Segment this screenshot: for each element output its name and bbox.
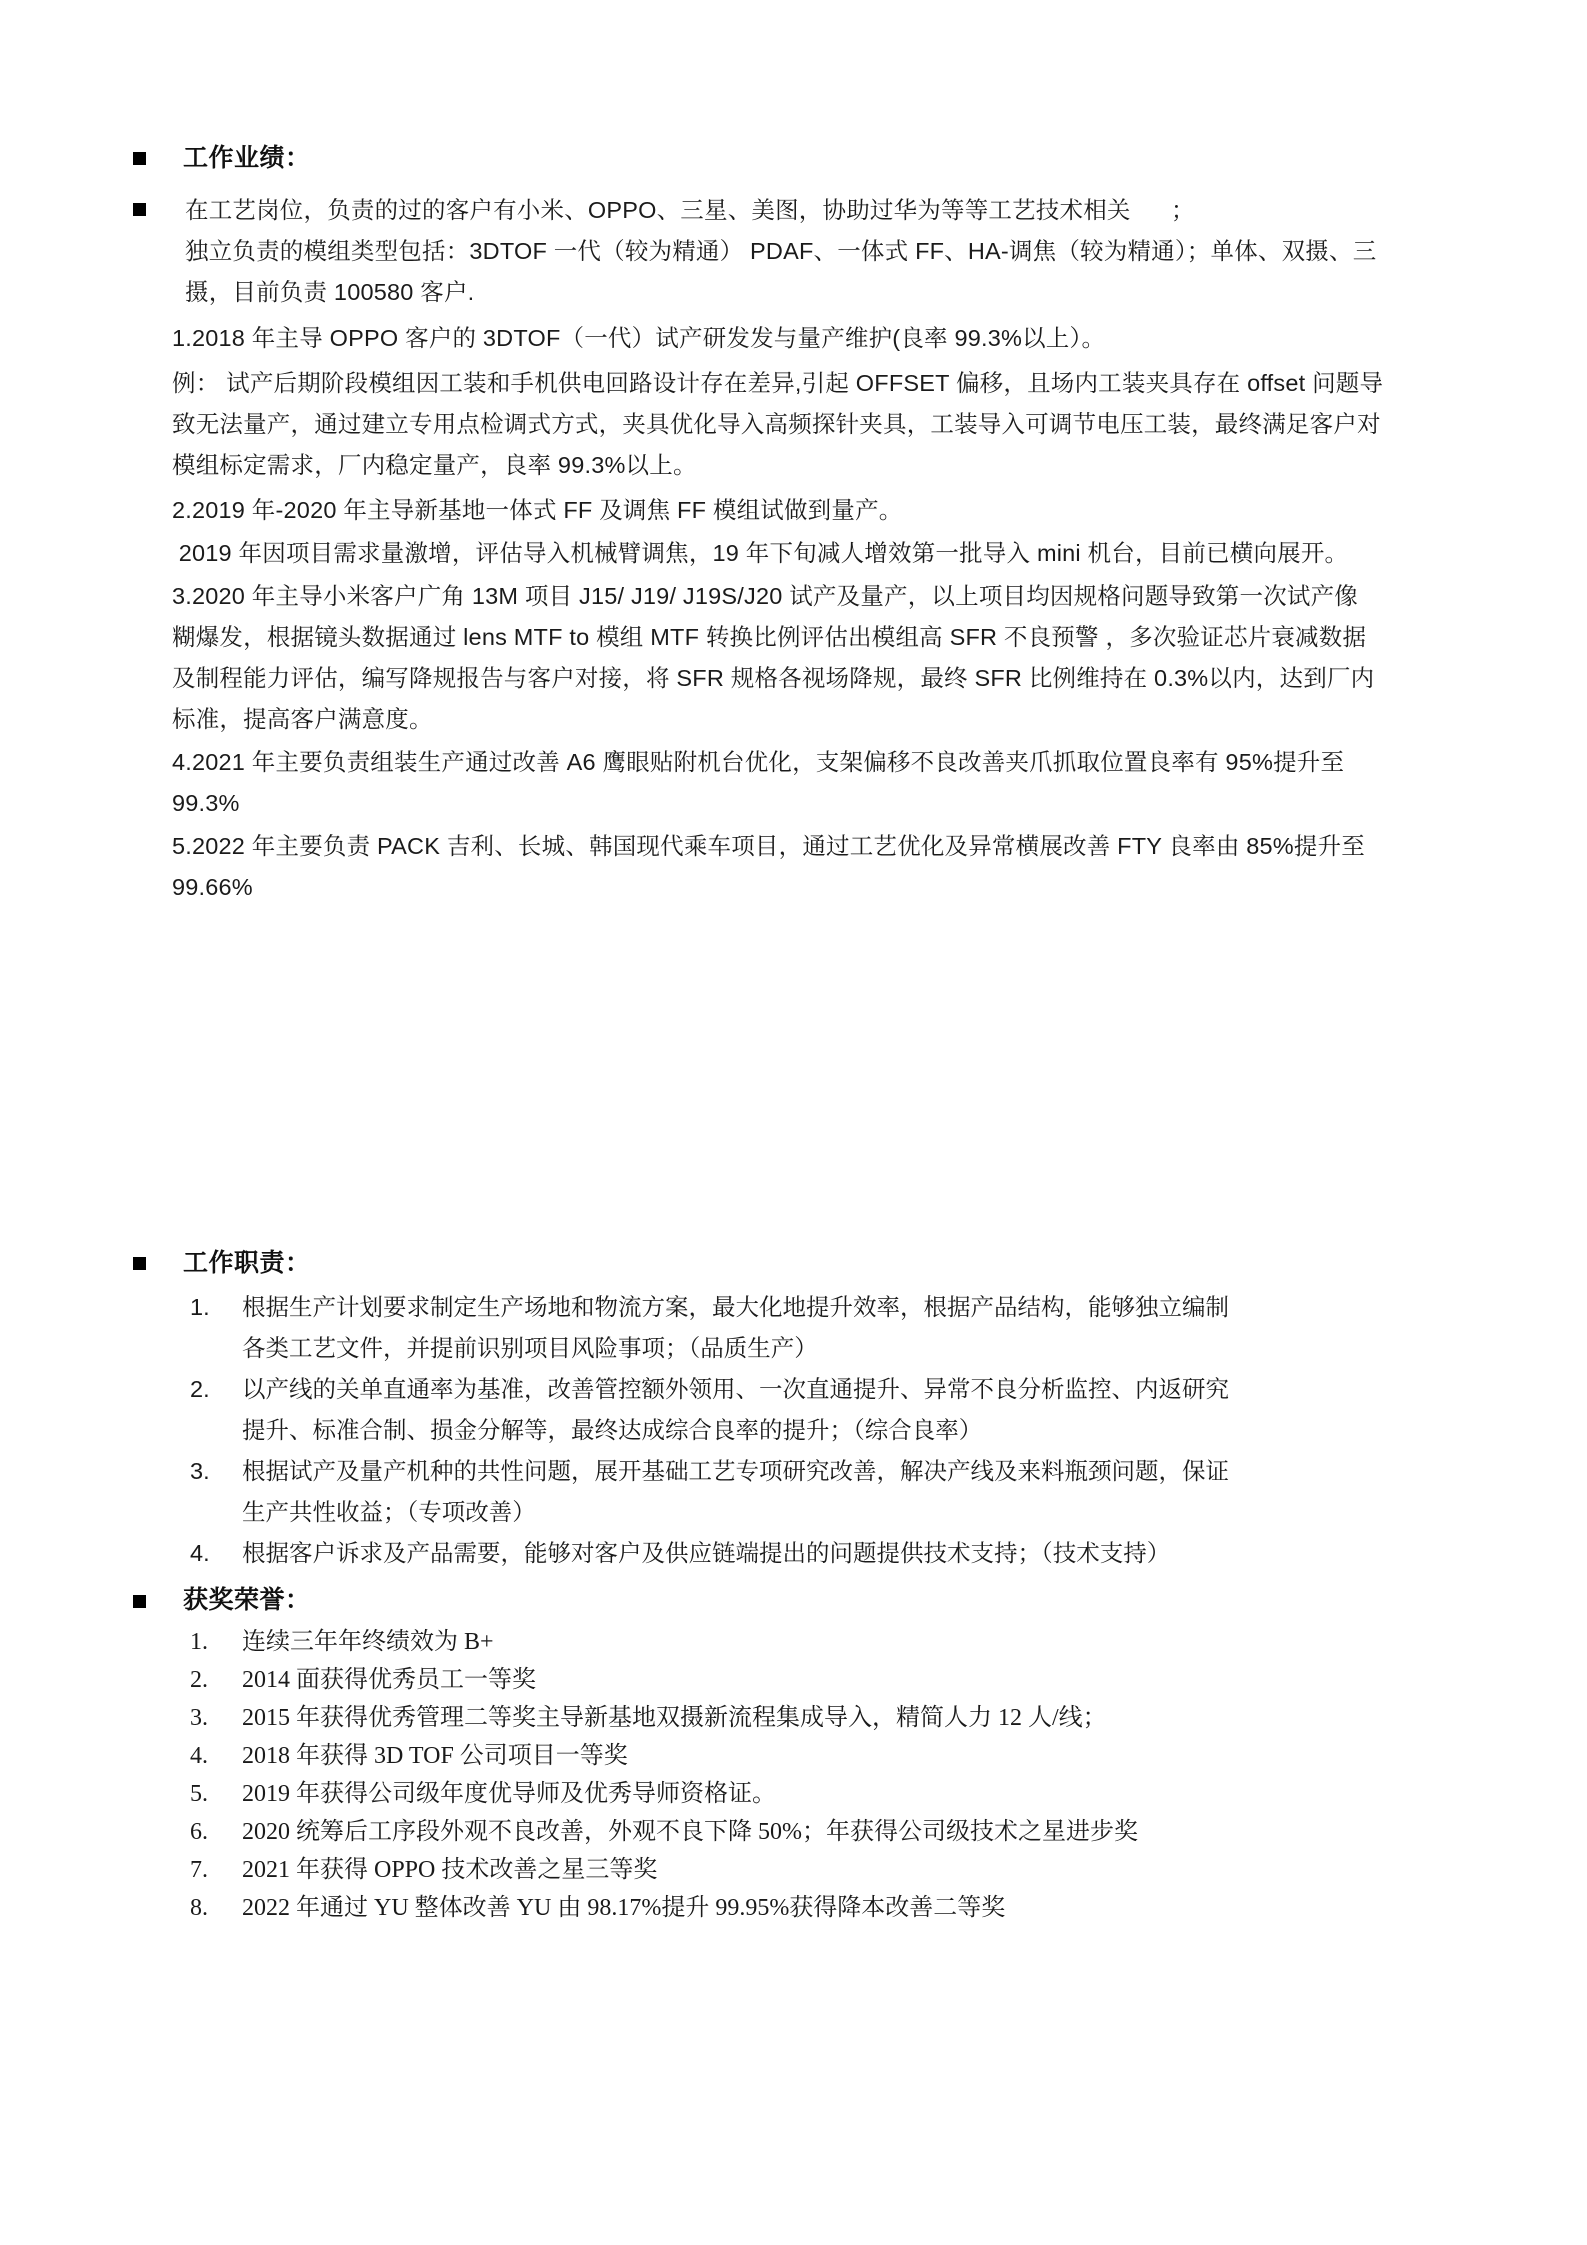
list-item-text [242,1451,1482,1533]
performance-item-1 [0,318,1472,359]
square-bullet-icon [133,203,146,216]
intro-line: 独立负责的模组类型包括：3DTOF 一代（较为精通） PDAF、一体式 FF、HA-调焦（较为精通）；单体、双摄、三 [185,238,1377,265]
intro-line: 摄，目前负责 100580 客户. [185,279,475,306]
list-item-number: 6. [190,1819,208,1846]
performance-line: 糊爆发，根据镜头数据通过 lens MTF to 模组 MTF 转换比例评估出模组高 SFR 不良预警 ，多次验证芯片衰减数据 [172,624,1367,651]
performance-line: 及制程能力评估，编写降规报告与客户对接，将 SFR 规格各视场降规，最终 SFR 比例维持在 0.3%以内，达到厂内 [172,665,1375,692]
list-item [190,1623,1510,1661]
performance-line: 99.3% [172,790,240,817]
square-bullet-icon [133,1595,146,1608]
list-item-line: 各类工艺文件，并提前识别项目风险事项；（品质生产） [242,1335,818,1362]
performance-line: 99.66% [172,874,253,901]
square-bullet-icon [133,152,146,165]
section-awards [0,1583,1587,1927]
list-item-text: 2021 年获得 OPPO 技术改善之星三等奖 [242,1857,658,1884]
list-item-number: 5. [190,1781,208,1808]
list-item-text: 2019 年获得公司级年度优导师及优秀导师资格证。 [242,1781,776,1808]
list-item-number: 3. [190,1458,210,1485]
list-item-number: 7. [190,1857,208,1884]
list-item-number: 4. [190,1743,208,1770]
list-item-number: 2. [190,1376,210,1403]
heading-responsibilities [0,1245,1587,1281]
heading-responsibilities-label: 工作职责： [183,1249,311,1277]
performance-line: 标准，提高客户满意度。 [172,706,433,733]
performance-item-6 [0,742,1472,824]
intro-bullet-group [0,190,1587,313]
list-item-number: 4. [190,1540,210,1567]
intro-paragraph [185,190,1485,313]
list-item-number: 1. [190,1629,208,1656]
awards-list [0,1623,1510,1927]
intro-line: 在工艺岗位，负责的过的客户有小米、OPPO、三星、美图，协助过华为等等工艺技术相关 ； [185,197,1195,224]
list-item [190,1737,1510,1775]
list-item [190,1699,1510,1737]
list-item [190,1369,1510,1451]
performance-line: 1.2018 年主导 OPPO 客户的 3DTOF（一代）试产研发发与量产维护(良率 99.3%以上）。 [172,325,1106,352]
performance-line: 致无法量产，通过建立专用点检调式方式，夹具优化导入高频探针夹具，工装导入可调节电压工装，最终满足客户对 [172,411,1381,438]
list-item-number: 2. [190,1667,208,1694]
responsibilities-list [0,1287,1510,1574]
list-item-text: 2018 年获得 3D TOF 公司项目一等奖 [242,1743,628,1770]
performance-item-3 [0,490,1472,531]
performance-item-5 [0,576,1472,740]
list-item-text: 2014 面获得优秀员工一等奖 [242,1667,536,1694]
heading-work-performance-label: 工作业绩： [183,144,311,172]
performance-line: 4.2021 年主要负责组装生产通过改善 A6 鹰眼贴附机台优化，支架偏移不良改善夹爪抓取位置良率有 95%提升至 [172,749,1345,776]
list-item [190,1533,1510,1574]
list-item-text: 连续三年年终绩效为 B+ [242,1629,494,1656]
section-responsibilities [0,1245,1587,1574]
performance-line: 例： 试产后期阶段模组因工装和手机供电回路设计存在差异,引起 OFFSET 偏移，且场内工装夹具存在 offset 问题导 [172,370,1384,397]
section-work-performance [0,140,1587,908]
list-item [190,1287,1510,1369]
list-item-number: 3. [190,1705,208,1732]
list-item-text: 2015 年获得优秀管理二等奖主导新基地双摄新流程集成导入，精简人力 12 人/线； [242,1705,1107,1732]
list-item [190,1813,1510,1851]
square-bullet-icon [133,1257,146,1270]
heading-work-performance [0,140,1587,176]
list-item-number: 8. [190,1895,208,1922]
list-item-line: 根据客户诉求及产品需要，能够对客户及供应链端提出的问题提供技术支持；（技术支持） [242,1540,1171,1567]
list-item-number: 1. [190,1294,210,1321]
performance-item-4 [0,533,1472,574]
list-item [190,1451,1510,1533]
list-item [190,1889,1510,1927]
performance-line: 模组标定需求，厂内稳定量产，良率 99.3%以上。 [172,452,697,479]
list-item-line: 提升、标准合制、损金分解等，最终达成综合良率的提升；（综合良率） [242,1417,983,1444]
list-item-line: 生产共性收益；（专项改善） [242,1499,536,1526]
list-item-text [242,1287,1482,1369]
list-item-text: 2022 年通过 YU 整体改善 YU 由 98.17%提升 99.95%获得降本改善二等奖 [242,1895,1006,1922]
performance-line: 2.2019 年-2020 年主导新基地一体式 FF 及调焦 FF 模组试做到量产。 [172,497,903,524]
performance-item-7 [0,826,1472,908]
list-item-text [242,1369,1482,1451]
list-item [190,1851,1510,1889]
performance-line: 5.2022 年主要负责 PACK 吉利、长城、韩国现代乘车项目，通过工艺优化及异常横展改善 FTY 良率由 85%提升至 [172,833,1365,860]
list-item [190,1661,1510,1699]
list-item-line: 根据生产计划要求制定生产场地和物流方案，最大化地提升效率，根据产品结构，能够独立编制 [242,1294,1229,1321]
list-item-line: 以产线的关单直通率为基准，改善管控额外领用、一次直通提升、异常不良分析监控、内返研究 [242,1376,1229,1403]
heading-awards [0,1583,1587,1619]
list-item-line: 根据试产及量产机种的共性问题，展开基础工艺专项研究改善，解决产线及来料瓶颈问题，保证 [242,1458,1229,1485]
list-item-text [242,1533,1482,1574]
performance-line: 2019 年因项目需求量激增，评估导入机械臂调焦，19 年下旬减人增效第一批导入 mini 机台，目前已横向展开。 [172,540,1349,567]
list-item [190,1775,1510,1813]
heading-awards-label: 获奖荣誉： [183,1587,311,1614]
performance-item-2-example [0,363,1472,486]
performance-line: 3.2020 年主导小米客户广角 13M 项目 J15/ J19/ J19S/J20 试产及量产，以上项目均因规格问题导致第一次试产像 [172,583,1359,610]
list-item-text: 2020 统筹后工序段外观不良改善，外观不良下降 50%；年获得公司级技术之星进步奖 [242,1819,1138,1846]
